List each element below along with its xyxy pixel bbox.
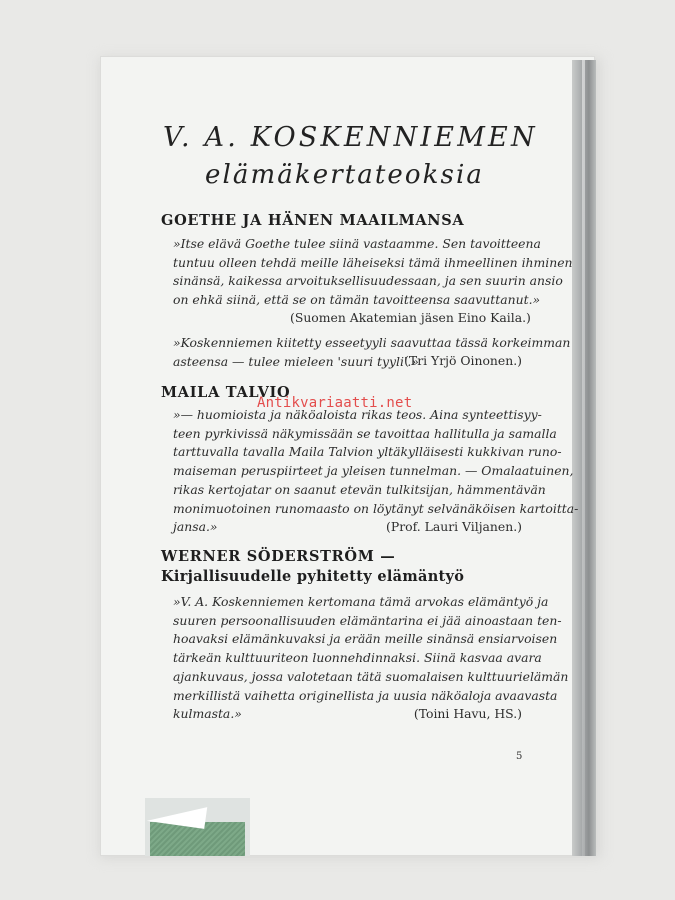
attribution-viljanen: (Prof. Lauri Viljanen.) xyxy=(386,519,522,534)
quote-line: suuren persoonallisuuden elämäntarina ei jää ainoastaan ten- xyxy=(173,612,562,628)
cover-title-subtitle: elämäkertateoksia xyxy=(205,160,484,190)
cover-title-author: V. A. KOSKENNIEMEN xyxy=(163,122,538,153)
spine-gloss xyxy=(582,60,585,856)
quote-line: tarttuvalla tavalla Maila Talvion yltäkylläisesti kukkivan runo- xyxy=(173,444,562,460)
quote-line: »— huomioista ja näköaloista rikas teos. Aina synteettisyy- xyxy=(173,407,542,422)
watermark-text: Antikvariaatti.net xyxy=(257,395,413,411)
quote-kaila xyxy=(173,235,573,310)
section-subheading-soderstrom: Kirjallisuudelle pyhitetty elämäntyö xyxy=(161,568,465,585)
quote-line: on ehkä siinä, että se on tämän tavoitteensa saavuttanut.» xyxy=(173,292,541,308)
quote-line: asteensa — tulee mieleen 'suuri tyyli'.» xyxy=(173,353,419,369)
quote-line: teen pyrkivissä näkymissään se tavoittaa hallitulla ja samalla xyxy=(173,425,557,441)
quote-line: »Koskenniemen kiitetty esseetyyli saavuttaa tässä korkeimman xyxy=(173,335,571,350)
section-heading-talvio: MAILA TALVIO xyxy=(161,384,291,401)
quote-line: jansa.» xyxy=(173,519,218,535)
quote-line: hoavaksi elämänkuvaksi ja erään meille sinänsä ensiarvoisen xyxy=(173,631,558,647)
attribution-havu: (Toini Havu, HS.) xyxy=(413,706,522,721)
attribution-oinonen: (Tri Yrjö Oinonen.) xyxy=(404,353,522,368)
quote-line: maiseman peruspiirteet ja yleisen tunnelman. — Omalaatuinen, xyxy=(173,463,574,479)
section-heading-soderstrom: WERNER SÖDERSTRÖM — xyxy=(161,548,396,565)
quote-line: »V. A. Koskenniemen kertomana tämä arvokas elämäntyö ja xyxy=(173,594,549,609)
quote-line: merkillistä vaihetta originellista ja uusia näköaloja avaavasta xyxy=(173,687,558,703)
quote-line: sinänsä, kaikessa arvoituksellisuudessaan, ja sen suurin ansio xyxy=(173,273,563,289)
quote-line: tärkeän kulttuuriteon luonnehdinnaksi. Siinä kasvaa avara xyxy=(173,650,542,666)
quote-line: tuntuu olleen tehdä meille läheiseksi tämä ihmeellinen ihminen xyxy=(173,254,573,270)
quote-line: kulmasta.» xyxy=(173,706,242,722)
quote-line: »Itse elävä Goethe tulee siinä vastaamme. Sen tavoitteena xyxy=(173,236,541,251)
section-heading-goethe: GOETHE JA HÄNEN MAAILMANSA xyxy=(161,212,465,229)
attribution-kaila: (Suomen Akatemian jäsen Eino Kaila.) xyxy=(290,310,531,325)
quote-line: monimuotoinen runomaasto on löytänyt selvänäköisen kartoitta- xyxy=(173,500,579,516)
page-number: 5 xyxy=(516,751,523,762)
quote-line: ajankuvaus, jossa valotetaan tätä suomalaisen kulttuurielämän xyxy=(173,668,569,684)
quote-line: rikas kertojatar on saanut etevän tulkitsijan, hämmentävän xyxy=(173,481,546,497)
